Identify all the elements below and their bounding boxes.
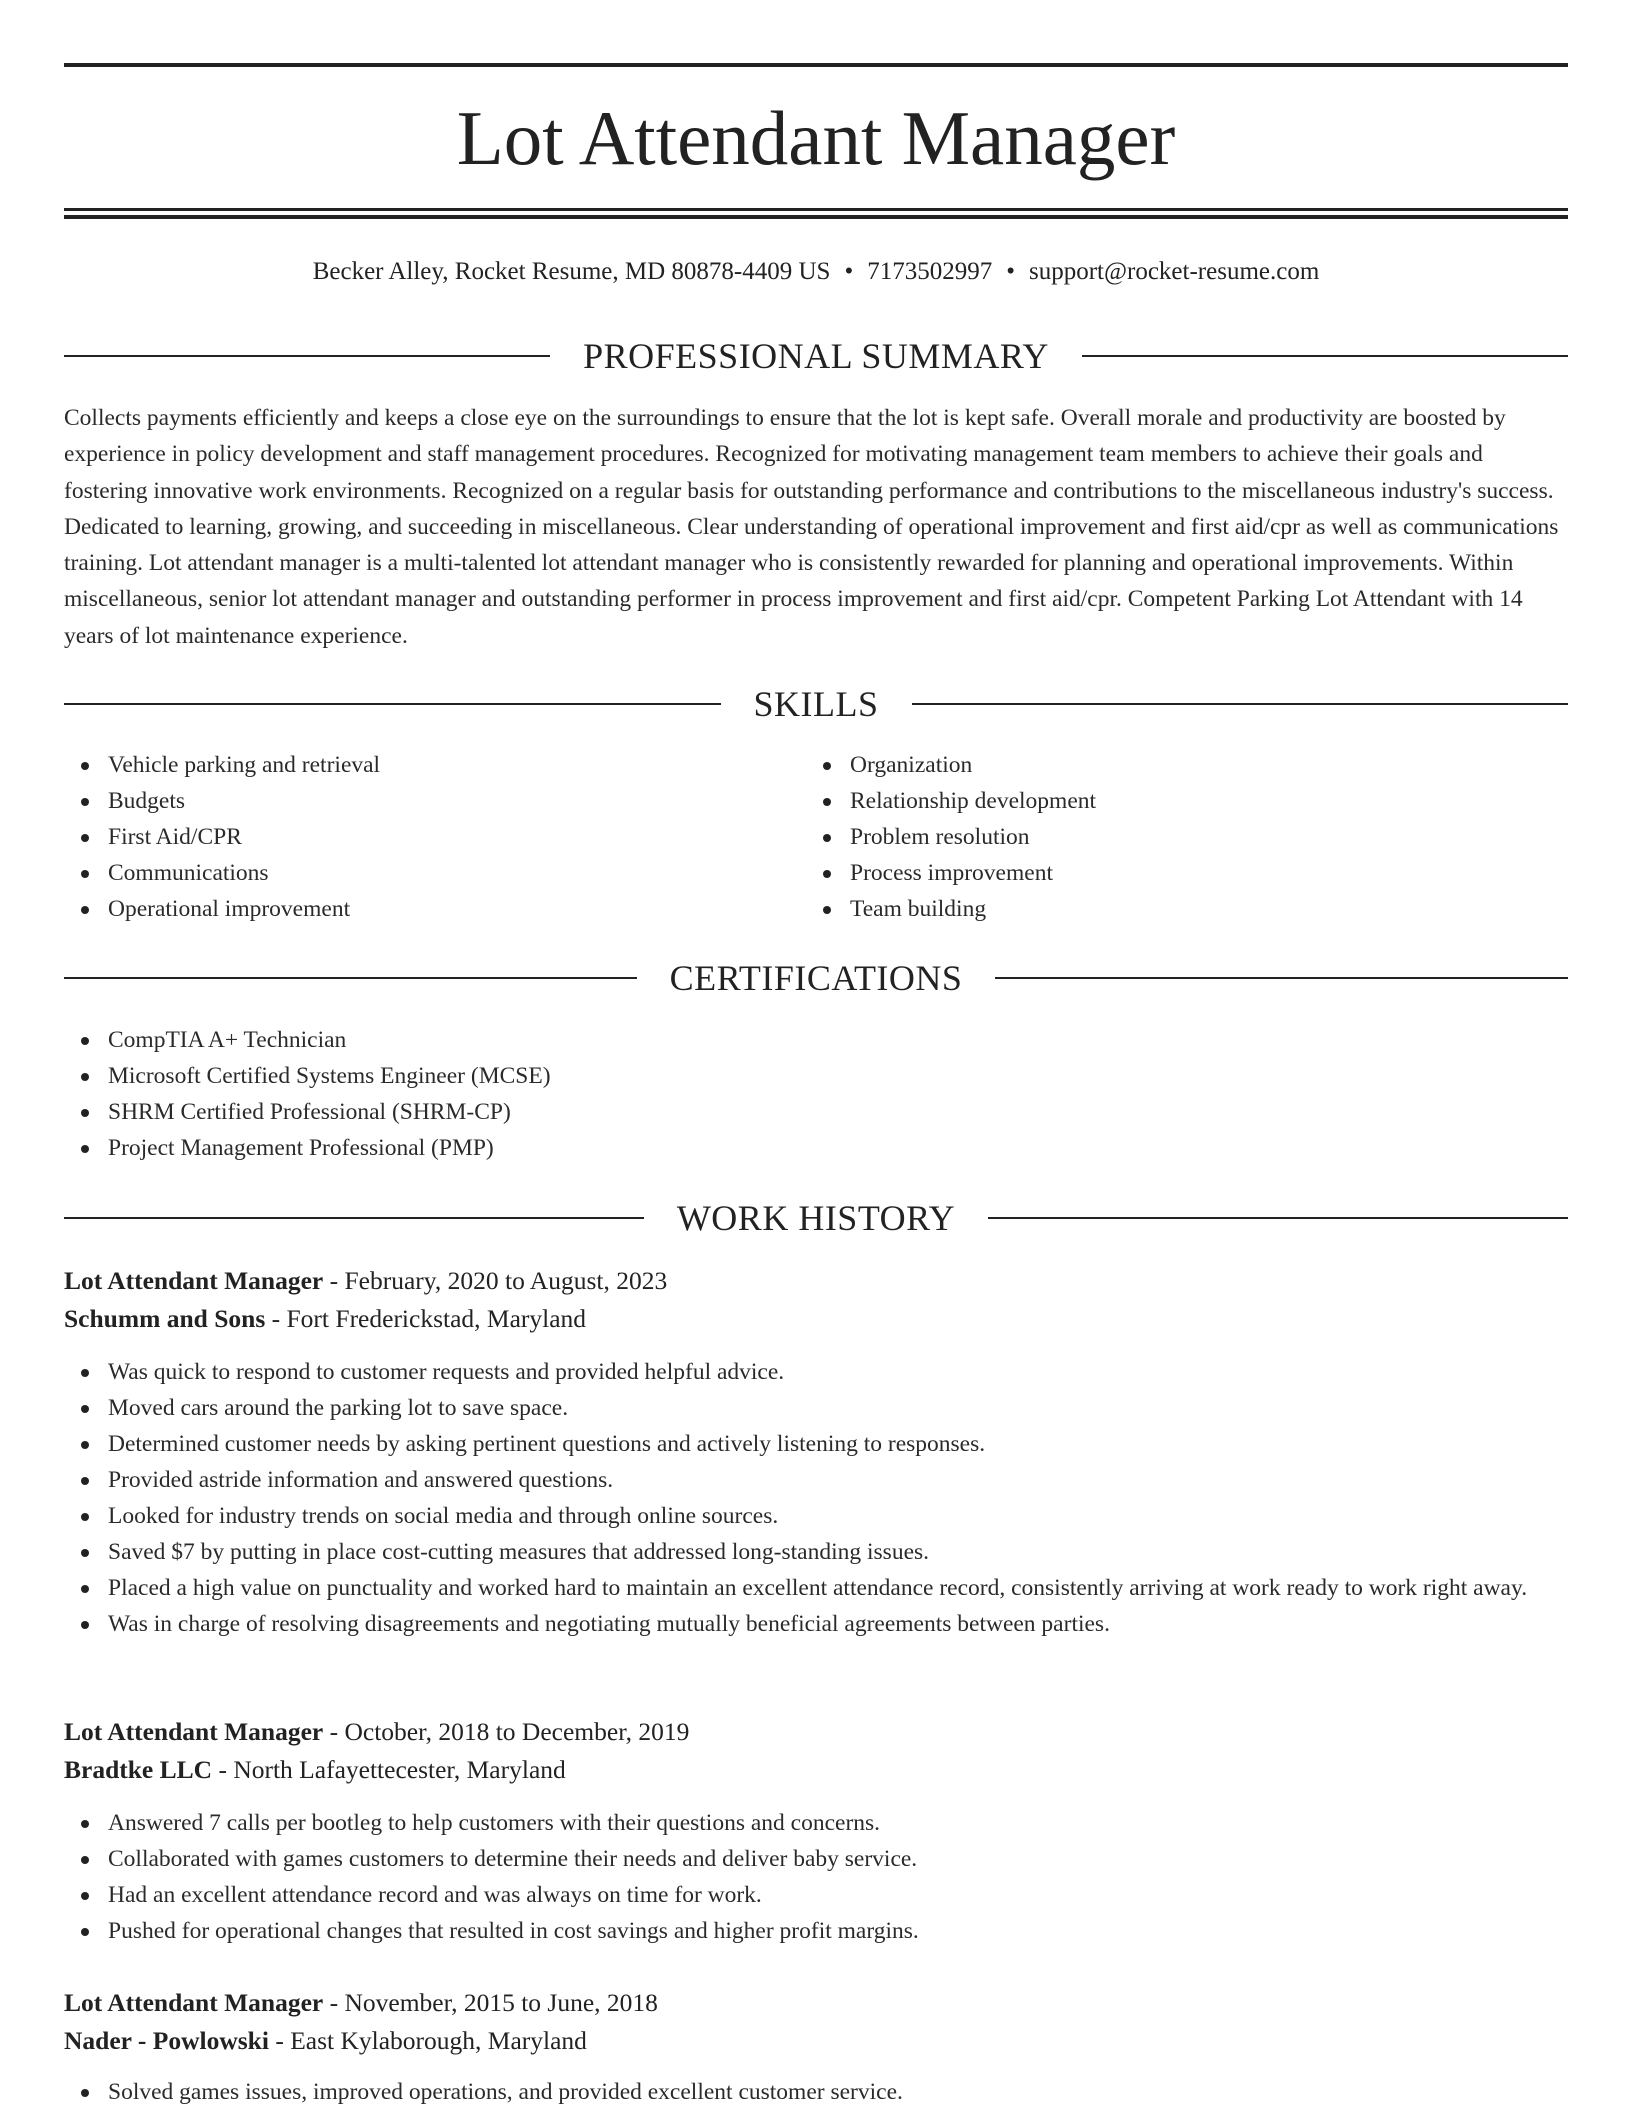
- job-title: Lot Attendant Manager: [64, 1988, 324, 2017]
- job-location: North Lafayettecester, Maryland: [233, 1755, 566, 1784]
- skill-item: Relationship development: [806, 783, 1506, 819]
- certifications-block: [64, 1022, 1568, 1166]
- section-rule: [1082, 355, 1568, 357]
- job-bullets: [64, 1354, 1568, 1642]
- job-bullets: [64, 2074, 1568, 2110]
- skills-list-left: [64, 747, 764, 927]
- certifications-list: [64, 1022, 1568, 1166]
- job-bullet: Pushed for operational changes that resulted in cost savings and higher profit margins.: [64, 1913, 1568, 1949]
- contact-email: support@rocket-resume.com: [1028, 258, 1320, 285]
- job-title-line: Lot Attendant Manager - November, 2015 to June, 2018: [64, 1988, 658, 2017]
- skills-left-column: [64, 747, 764, 927]
- job-dates: November, 2015 to June, 2018: [344, 1988, 658, 2017]
- job-title-line: Lot Attendant Manager - February, 2020 to August, 2023: [64, 1266, 668, 1295]
- skill-item: Organization: [806, 747, 1506, 783]
- job-bullet: Determined customer needs by asking pertinent questions and actively listening to responses.: [64, 1426, 1568, 1462]
- skill-item: Process improvement: [806, 855, 1506, 891]
- section-header-skills: [64, 682, 1568, 726]
- skill-item: First Aid/CPR: [64, 819, 764, 855]
- skills-list-right: [806, 747, 1506, 927]
- header-rule-lower: [64, 215, 1568, 219]
- job-title: Lot Attendant Manager: [64, 1266, 324, 1295]
- certification-item: CompTIA A+ Technician: [64, 1022, 1568, 1058]
- skill-item: Vehicle parking and retrieval: [64, 747, 764, 783]
- certification-item: Project Management Professional (PMP): [64, 1130, 1568, 1166]
- job-title: Lot Attendant Manager: [64, 1717, 324, 1746]
- job-bullet: Placed a high value on punctuality and worked hard to maintain an excellent attendance record, consistently arriving at work ready to work right away.: [64, 1570, 1568, 1606]
- section-rule: [912, 703, 1569, 705]
- job-entry: [64, 1713, 1568, 1949]
- section-title-work-history: WORK HISTORY: [676, 1198, 956, 1238]
- skill-item: Communications: [64, 855, 764, 891]
- job-bullet: Moved cars around the parking lot to save space.: [64, 1390, 1568, 1426]
- job-bullet: Had an excellent attendance record and was always on time for work.: [64, 1877, 1568, 1913]
- section-header-work-history: [64, 1196, 1568, 1240]
- job-company-line: Nader - Powlowski - East Kylaborough, Maryland: [64, 2026, 587, 2055]
- section-title-skills: SKILLS: [753, 684, 879, 724]
- section-rule: [64, 977, 637, 979]
- job-bullet: Answered 7 calls per bootleg to help customers with their questions and concerns.: [64, 1805, 1568, 1841]
- contact-line: [64, 254, 1568, 290]
- section-title-summary: PROFESSIONAL SUMMARY: [583, 336, 1049, 376]
- job-bullet: Looked for industry trends on social media and through online sources.: [64, 1498, 1568, 1534]
- job-company-line: Bradtke LLC - North Lafayettecester, Maryland: [64, 1755, 566, 1784]
- section-title-certifications: CERTIFICATIONS: [669, 958, 963, 998]
- job-bullet: Provided astride information and answered questions.: [64, 1462, 1568, 1498]
- contact-phone: 7173502997: [867, 258, 993, 285]
- section-rule: [64, 355, 550, 357]
- job-entry: [64, 1984, 1568, 2110]
- certification-item: SHRM Certified Professional (SHRM-CP): [64, 1094, 1568, 1130]
- job-bullet: Was quick to respond to customer requests and provided helpful advice.: [64, 1354, 1568, 1390]
- header-rule-upper: [64, 208, 1568, 211]
- job-company: Bradtke LLC: [64, 1755, 213, 1784]
- job-title-line: Lot Attendant Manager - October, 2018 to December, 2019: [64, 1717, 690, 1746]
- contact-address: Becker Alley, Rocket Resume, MD 80878-4409 US: [312, 258, 831, 285]
- job-entry: [64, 1262, 1568, 1642]
- section-header-summary: [64, 334, 1568, 378]
- section-rule: [64, 1217, 644, 1219]
- job-bullet: Saved $7 by putting in place cost-cutting measures that addressed long-standing issues.: [64, 1534, 1568, 1570]
- job-dates: October, 2018 to December, 2019: [344, 1717, 690, 1746]
- skill-item: Operational improvement: [64, 891, 764, 927]
- skill-item: Team building: [806, 891, 1506, 927]
- section-header-certifications: [64, 956, 1568, 1000]
- job-bullet: Collaborated with games customers to determine their needs and deliver baby service.: [64, 1841, 1568, 1877]
- job-bullets: [64, 1805, 1568, 1949]
- job-bullet: Solved games issues, improved operations, and provided excellent customer service.: [64, 2074, 1568, 2110]
- top-rule: [64, 63, 1568, 67]
- job-location: Fort Frederickstad, Maryland: [286, 1304, 587, 1333]
- contact-separator: •: [1006, 258, 1015, 285]
- resume-name: Lot Attendant Manager: [456, 95, 1176, 181]
- summary-text: Collects payments efficiently and keeps a close eye on the surroundings to ensure that the lot is kept safe. Overall morale and productivity are boosted by experience in policy development and staff management procedures. Recognized for motivating management team members to achieve their goals and fostering innovative work environments. Recognized on a regular basis for outstanding performance and contributions to the miscellaneous industry's success. Dedicated to learning, growing, and succeeding in miscellaneous. Clear understanding of operational improvement and first aid/cpr as well as communications training. Lot attendant manager is a multi-talented lot attendant manager who is consistently rewarded for planning and operational improvements. Within miscellaneous, senior lot attendant manager and outstanding performer in process improvement and first aid/cpr. Competent Parking Lot Attendant with 14 years of lot maintenance experience.: [64, 405, 1559, 649]
- contact-separator: •: [844, 258, 854, 285]
- job-company: Schumm and Sons: [64, 1304, 266, 1333]
- job-bullet: Was in charge of resolving disagreements and negotiating mutually beneficial agreements between parties.: [64, 1606, 1568, 1642]
- section-rule: [988, 1217, 1568, 1219]
- skill-item: Budgets: [64, 783, 764, 819]
- section-rule: [995, 977, 1568, 979]
- certification-item: Microsoft Certified Systems Engineer (MCSE): [64, 1058, 1568, 1094]
- skill-item: Problem resolution: [806, 819, 1506, 855]
- job-location: East Kylaborough, Maryland: [290, 2026, 587, 2055]
- job-company: Nader - Powlowski: [64, 2026, 269, 2055]
- job-dates: February, 2020 to August, 2023: [344, 1266, 668, 1295]
- skills-right-column: [806, 747, 1506, 927]
- section-rule: [64, 703, 721, 705]
- job-company-line: Schumm and Sons - Fort Frederickstad, Maryland: [64, 1304, 587, 1333]
